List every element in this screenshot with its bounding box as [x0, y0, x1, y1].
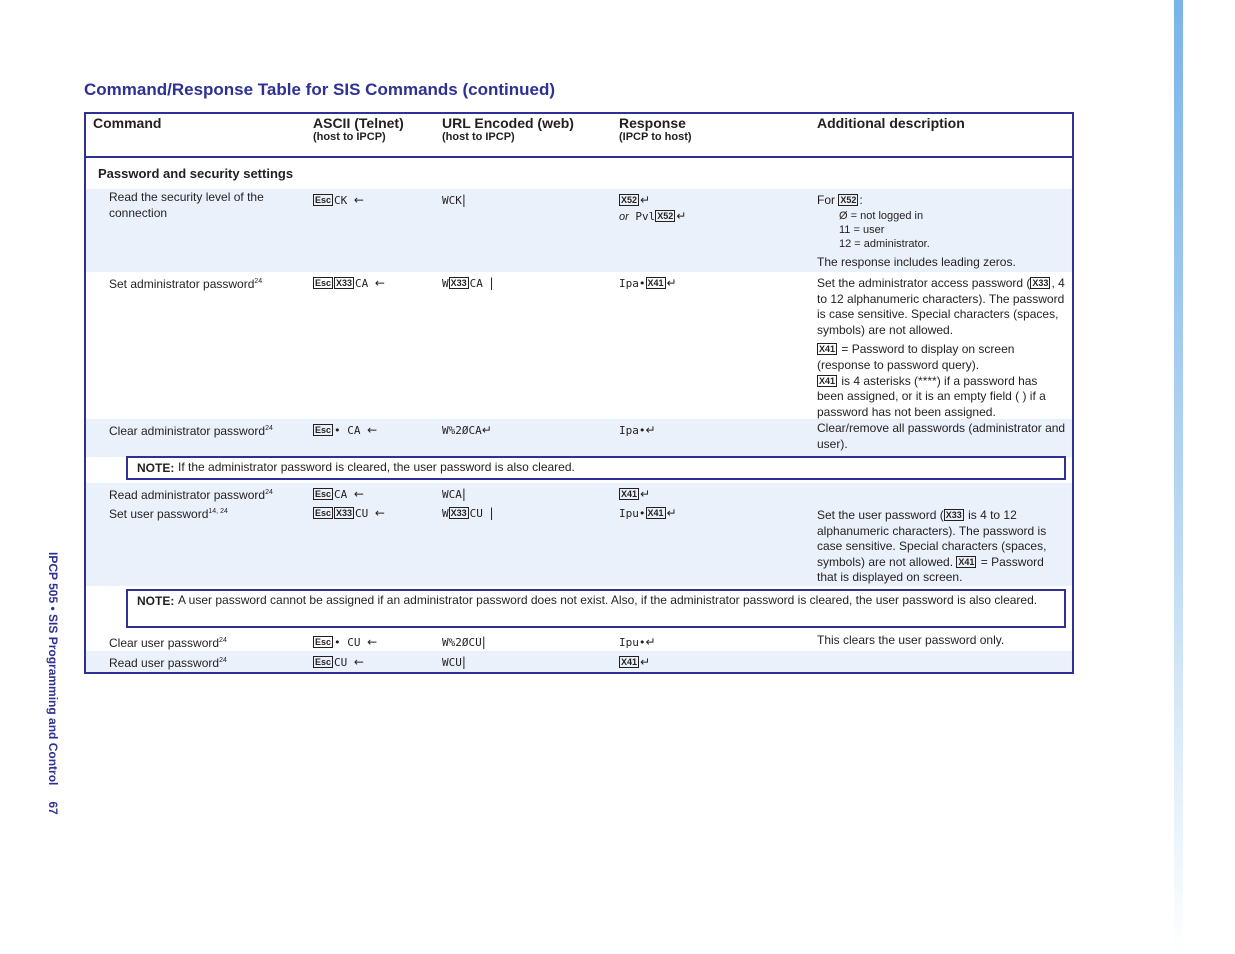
ascii-text: • CA [334, 424, 361, 437]
esc-key-icon: Esc [315, 657, 332, 667]
footnote-ref: 24 [219, 637, 227, 644]
bar-icon: | [489, 506, 494, 520]
response-cell [619, 276, 677, 292]
ascii-cell [313, 635, 377, 651]
header-gap [86, 158, 1072, 161]
page-title: Command/Response Table for SIS Commands (continued) [84, 80, 556, 99]
ascii-cell [313, 655, 364, 671]
url-cell [442, 487, 466, 503]
description-cell: This clears the user password only. [817, 633, 1005, 647]
desc-text: = Password to display on screen (response to password query). [817, 342, 1015, 372]
esc-key-icon: Esc [315, 489, 332, 499]
x41-var-icon: X41 [819, 344, 836, 355]
header-url-sub: (host to IPCP) [442, 131, 515, 143]
url-text: WCK [442, 194, 462, 207]
footnote-ref: 14, 24 [208, 508, 228, 515]
command-cell [109, 485, 299, 504]
header-url: URL Encoded (web) [442, 115, 574, 131]
arrow-left-icon: ← [374, 276, 385, 290]
response-text: Ipu• [619, 507, 646, 520]
note-box [126, 456, 1066, 480]
table-header [86, 114, 1072, 158]
description-cell [817, 193, 1067, 270]
url-cell [442, 655, 466, 671]
url-text: WCA [442, 488, 462, 501]
ascii-text: CA [334, 488, 348, 501]
ascii-text: CU [334, 656, 348, 669]
command-cell [109, 274, 299, 293]
arrow-left-icon: ← [367, 635, 378, 649]
arrow-left-icon: ← [353, 193, 364, 207]
url-cell [442, 635, 486, 651]
bar-icon: | [489, 276, 494, 290]
response-cell [619, 635, 656, 651]
desc-text: is 4 to 12 alphanumeric characters). The password is case sensitive. Special characters (spaces, symbols) are not allowed. [817, 508, 1047, 569]
desc-text: is 4 asterisks (****) if a password has been assigned, or it is an empty field ( ) if a password has not been assigned. [817, 373, 1046, 419]
x33-var-icon: X33 [450, 508, 467, 518]
enter-icon: ↵ [640, 655, 651, 669]
command-table [84, 112, 1074, 674]
bar-icon: | [481, 635, 486, 649]
url-text: W%2ØCU [442, 636, 482, 649]
esc-key-icon: Esc [315, 278, 332, 288]
bar-icon: | [461, 487, 466, 501]
level-item: 11 = user [839, 223, 885, 236]
arrow-left-icon: ← [367, 423, 378, 437]
footnote-ref: 24 [265, 425, 273, 432]
header-ascii-sub: (host to IPCP) [313, 131, 386, 143]
response-text: Ipu• [619, 636, 646, 649]
x52-var-icon: X52 [657, 210, 674, 221]
url-text: W [442, 277, 449, 290]
desc-text: , 4 to 12 alphanumeric characters). The password is case sensitive. Special characters (spaces, symbols) are not allowed. [817, 276, 1065, 337]
response-cell [619, 655, 650, 671]
enter-icon: ↵ [676, 208, 687, 223]
x41-var-icon: X41 [958, 556, 975, 567]
footer-text: IPCP 505 • SIS Programming and Control [46, 552, 60, 786]
response-text: Ipa• [619, 277, 646, 290]
command-text: Set user password [109, 507, 209, 521]
url-cell [442, 193, 466, 209]
response-text: Ipa• [619, 424, 646, 437]
command-cell: Read the security level of the connection [109, 190, 264, 220]
footnote-ref: 24 [254, 278, 263, 285]
command-cell [109, 653, 299, 672]
bar-icon: | [461, 193, 466, 207]
desc-text: Set the administrator access password ( [817, 276, 1031, 290]
command-text: Set administrator password [109, 277, 255, 291]
command-cell [109, 421, 299, 440]
header-ascii: ASCII (Telnet) [313, 115, 404, 131]
description-cell [817, 276, 1067, 420]
x41-var-icon: X41 [621, 489, 638, 499]
url-cell [442, 423, 492, 439]
enter-icon: ↵ [481, 423, 492, 437]
desc-text: Set the user password ( [817, 508, 944, 522]
arrow-left-icon: ← [374, 506, 385, 520]
x41-var-icon: X41 [819, 375, 836, 386]
ascii-cell [313, 276, 385, 292]
url-text: W%2ØCA [442, 424, 482, 437]
note-text: If the administrator password is cleared, the user password is also cleared. [178, 460, 575, 474]
enter-icon: ↵ [645, 635, 656, 649]
header-response-sub: (IPCP to host) [619, 131, 692, 143]
command-cell [109, 633, 299, 652]
x41-var-icon: X41 [621, 657, 638, 667]
running-footer [46, 552, 60, 815]
enter-icon: ↵ [645, 423, 656, 437]
x41-var-icon: X41 [647, 278, 664, 288]
note-label: NOTE: [137, 461, 175, 475]
response-cell [619, 193, 686, 225]
desc-text: : [859, 193, 863, 207]
header-response: Response [619, 115, 686, 131]
description-cell [817, 508, 1067, 586]
enter-icon: ↵ [666, 276, 677, 290]
ascii-text: • CU [334, 636, 361, 649]
page-number: 67 [46, 801, 60, 815]
ascii-cell [313, 423, 377, 439]
desc-text: For [817, 193, 835, 207]
esc-key-icon: Esc [315, 195, 332, 205]
x33-var-icon: X33 [336, 278, 353, 288]
enter-icon: ↵ [640, 193, 651, 207]
ascii-cell [313, 193, 364, 209]
enter-icon: ↵ [640, 487, 651, 501]
pvl-text: Pvl [635, 209, 656, 223]
command-text: Read administrator password [109, 488, 266, 502]
response-cell [619, 423, 656, 439]
x52-var-icon: X52 [840, 195, 857, 205]
header-command: Command [93, 115, 162, 131]
enter-icon: ↵ [666, 506, 677, 520]
url-text: WCU [442, 656, 462, 669]
x33-var-icon: X33 [1032, 278, 1049, 288]
note-label: NOTE: [137, 594, 175, 608]
command-text: Read user password [109, 656, 220, 670]
footnote-ref: 24 [219, 657, 227, 664]
esc-key-icon: Esc [315, 637, 332, 647]
url-text: CA [469, 277, 483, 290]
command-text: Clear administrator password [109, 424, 266, 438]
x33-var-icon: X33 [945, 510, 962, 520]
esc-key-icon: Esc [315, 425, 332, 435]
url-cell [442, 506, 494, 522]
section-heading: Password and security settings [98, 166, 294, 181]
esc-key-icon: Esc [315, 508, 332, 518]
url-cell [442, 276, 494, 292]
ascii-cell [313, 487, 364, 503]
command-cell [109, 504, 299, 523]
x52-var-icon: X52 [621, 195, 638, 205]
response-cell [619, 506, 677, 522]
description-cell: Clear/remove all passwords (administrator and user). [817, 421, 1066, 451]
page-edge-bar [1174, 0, 1183, 954]
ascii-text: CK [334, 194, 348, 207]
x41-var-icon: X41 [647, 508, 664, 518]
desc-text: The response includes leading zeros. [817, 254, 1016, 269]
footnote-ref: 24 [265, 489, 273, 496]
ascii-cell [313, 506, 385, 522]
url-text: CU [469, 507, 483, 520]
level-item: Ø = not logged in [839, 209, 924, 222]
desc-text: = Password that is displayed on screen. [817, 554, 1044, 585]
arrow-left-icon: ← [353, 487, 364, 501]
level-item: 12 = administrator. [839, 237, 930, 250]
arrow-left-icon: ← [353, 655, 364, 669]
header-description: Additional description [817, 115, 965, 131]
or-label: or [619, 210, 629, 223]
bar-icon: | [461, 655, 466, 669]
command-text: Clear user password [109, 636, 220, 650]
x33-var-icon: X33 [450, 278, 467, 288]
url-text: W [442, 507, 449, 520]
x33-var-icon: X33 [336, 508, 353, 518]
ascii-text: CU [355, 507, 369, 520]
response-cell [619, 487, 650, 503]
note-text: A user password cannot be assigned if an administrator password does not exist. Also, if the administrator password is cleared, the user password is also cleared. [178, 593, 1038, 607]
note-box [126, 589, 1066, 628]
ascii-text: CA [355, 277, 369, 290]
